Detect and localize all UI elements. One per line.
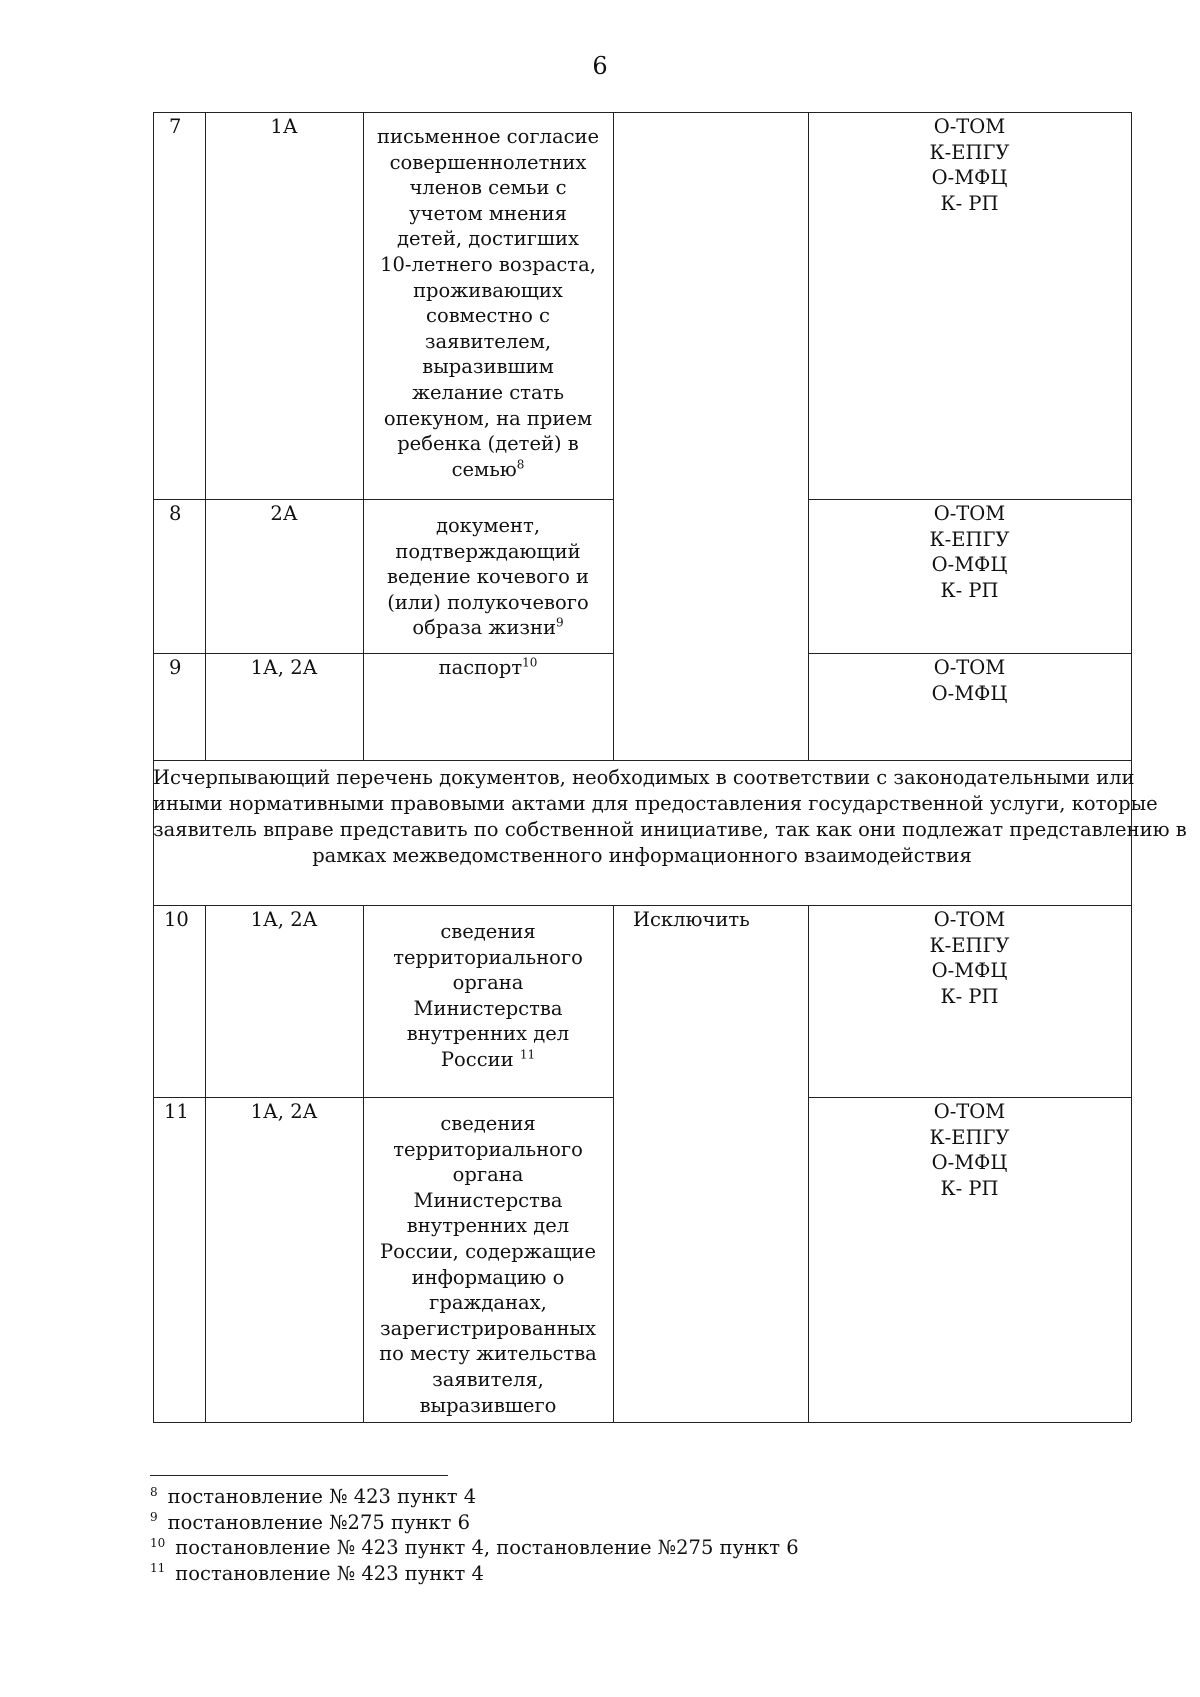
row-7-document-line: опекуном, на прием <box>383 406 593 430</box>
channel-code: О-ТОМ <box>933 908 1006 931</box>
col-divider-3b <box>613 905 614 1422</box>
row-7-document-line: совместно с <box>426 304 550 328</box>
channel-code: О-МФЦ <box>931 1151 1008 1175</box>
row-11-document-line: заявителя, <box>432 1367 544 1391</box>
footnote-ref-11: 11 <box>519 1047 536 1062</box>
row-7-document-line: желание стать <box>412 380 564 404</box>
row-11-document-line: внутренних дел <box>406 1214 570 1238</box>
footnote-8 <box>150 1484 950 1510</box>
row-11-document-line: органа <box>452 1163 524 1187</box>
row-7-document-line: учетом мнения <box>409 201 567 225</box>
row-11-document-line: Министерства <box>413 1188 563 1212</box>
row-7-document-line: 10-летнего возраста, <box>380 252 596 276</box>
channel-code: О-ТОМ <box>933 115 1006 138</box>
row-11-document-line: выразившего <box>419 1393 557 1417</box>
row-7-document <box>363 124 613 482</box>
row-10-category: 1А, 2А <box>250 908 318 931</box>
row-7-category: 1А <box>270 115 298 138</box>
row-10-document-line: внутренних дел <box>406 1022 570 1046</box>
channel-code: К- РП <box>940 191 999 215</box>
footnote-number: 8 <box>150 1484 158 1499</box>
row-11-document-line: зарегистрированных <box>379 1316 597 1340</box>
row-10-number: 10 <box>164 908 189 931</box>
footnote-ref-9: 9 <box>555 615 564 630</box>
channel-code: О-МФЦ <box>931 959 1008 983</box>
channel-code: К-ЕПГУ <box>929 527 1010 551</box>
row-11-document-line: гражданах, <box>429 1291 547 1315</box>
channel-code: О-ТОМ <box>933 1100 1006 1123</box>
row-9-channels <box>808 653 1131 706</box>
footnote-text: постановление № 423 пункт 4 <box>175 1561 484 1585</box>
row-11-number: 11 <box>164 1100 189 1123</box>
channel-code: К- РП <box>940 1176 999 1200</box>
row-11-document-line: сведения <box>440 1112 536 1135</box>
channel-code: К- РП <box>940 984 999 1008</box>
footnote-number: 11 <box>150 1561 166 1575</box>
row-8-document-line: (или) полукочевого <box>387 590 589 614</box>
footnote-ref-10: 10 <box>522 655 538 670</box>
row-9-document <box>363 653 613 681</box>
channel-code: О-ТОМ <box>933 502 1006 525</box>
channel-code: К-ЕПГУ <box>929 1125 1010 1149</box>
col-divider-3 <box>613 112 614 760</box>
channel-code: О-МФЦ <box>931 166 1008 190</box>
row-11-category: 1А, 2А <box>250 1100 318 1123</box>
footnote-number: 10 <box>150 1535 166 1550</box>
page-number: 6 <box>592 52 608 80</box>
row-11-document-line: по месту жительства <box>379 1342 597 1366</box>
row-11-document-line: России, содержащие <box>379 1239 596 1263</box>
documents-table <box>153 112 1187 1422</box>
row-10-document <box>363 919 613 1073</box>
row-9-category: 1А, 2А <box>250 656 318 679</box>
row-7-document-line: ребенка (детей) в <box>397 432 579 456</box>
section-heading-line: заявитель вправе представить по собственной инициативе, так как они подлежат представлению в <box>153 818 1187 841</box>
col-divider-1b <box>205 905 206 1422</box>
footnote-number: 9 <box>150 1510 158 1524</box>
channel-code: О-ТОМ <box>933 656 1006 679</box>
row-8-channels <box>808 499 1131 603</box>
row-7-document-line: членов семьи с <box>409 176 567 200</box>
row-10-channels <box>808 905 1131 1009</box>
row-8-number: 8 <box>169 502 182 525</box>
row-11-document-line: территориального <box>393 1137 583 1161</box>
footnotes <box>150 1484 950 1586</box>
row-9-number: 9 <box>169 656 182 679</box>
row-7-document-line: заявителем, <box>424 329 552 353</box>
footnote-9 <box>150 1510 950 1536</box>
row-9-document-line: паспорт <box>438 656 523 679</box>
section-heading-line: Исчерпывающий перечень документов, необходимых в соответствии с законодательными или <box>153 766 1135 789</box>
channel-code: О-МФЦ <box>931 553 1008 577</box>
row-7-document-line: совершеннолетних <box>389 150 587 174</box>
row-11-document <box>363 1111 613 1418</box>
row-11-document-line: информацию о <box>411 1265 565 1289</box>
footnote-11 <box>150 1561 950 1587</box>
channel-code: О-МФЦ <box>931 681 1008 705</box>
row-10-document-line: территориального <box>393 945 583 969</box>
footnote-text: постановление № 423 пункт 4 <box>167 1485 477 1508</box>
row-10-document-line: сведения <box>440 920 536 943</box>
row-7-document-line: семью <box>451 457 517 481</box>
row-10-document-line: России <box>440 1047 514 1071</box>
row-8-document-line: подтверждающий <box>395 539 581 563</box>
merged-note-exclude: Исключить <box>633 908 750 931</box>
table-border-bottom <box>153 1422 1131 1423</box>
row-7-document-line: детей, достигших <box>396 227 580 251</box>
footnote-ref-8: 8 <box>516 457 525 472</box>
footnote-text: постановление № 423 пункт 4, постановление №275 пункт 6 <box>175 1536 799 1559</box>
section-heading-line: рамках межведомственного информационного взаимодействия <box>312 844 972 867</box>
footnote-text: постановление №275 пункт 6 <box>167 1510 471 1534</box>
row-8-category: 2А <box>270 502 298 525</box>
footnote-10 <box>150 1535 950 1561</box>
channel-code: К-ЕПГУ <box>929 933 1010 957</box>
row-11-channels <box>808 1097 1131 1201</box>
row-8-document-line: ведение кочевого и <box>386 565 590 589</box>
section-heading-line: иными нормативными правовыми актами для предоставления государственной услуги, которые <box>153 792 1158 815</box>
channel-code: К-ЕПГУ <box>929 140 1010 164</box>
row-7-number: 7 <box>169 115 182 138</box>
row-7-document-line: письменное согласие <box>376 125 600 148</box>
row-8-document-line: документ, <box>435 514 541 537</box>
row-8-document-line: образа жизни <box>412 616 556 640</box>
footnote-separator <box>150 1475 448 1476</box>
row-7-document-line: выразившим <box>422 355 554 379</box>
row-7-document-line: проживающих <box>413 278 563 302</box>
row-10-document-line: органа <box>452 971 524 995</box>
section-heading <box>153 761 1187 869</box>
channel-code: К- РП <box>940 578 999 602</box>
row-7-channels <box>808 112 1131 216</box>
row-10-document-line: Министерства <box>413 996 563 1020</box>
row-8-document <box>363 513 613 641</box>
